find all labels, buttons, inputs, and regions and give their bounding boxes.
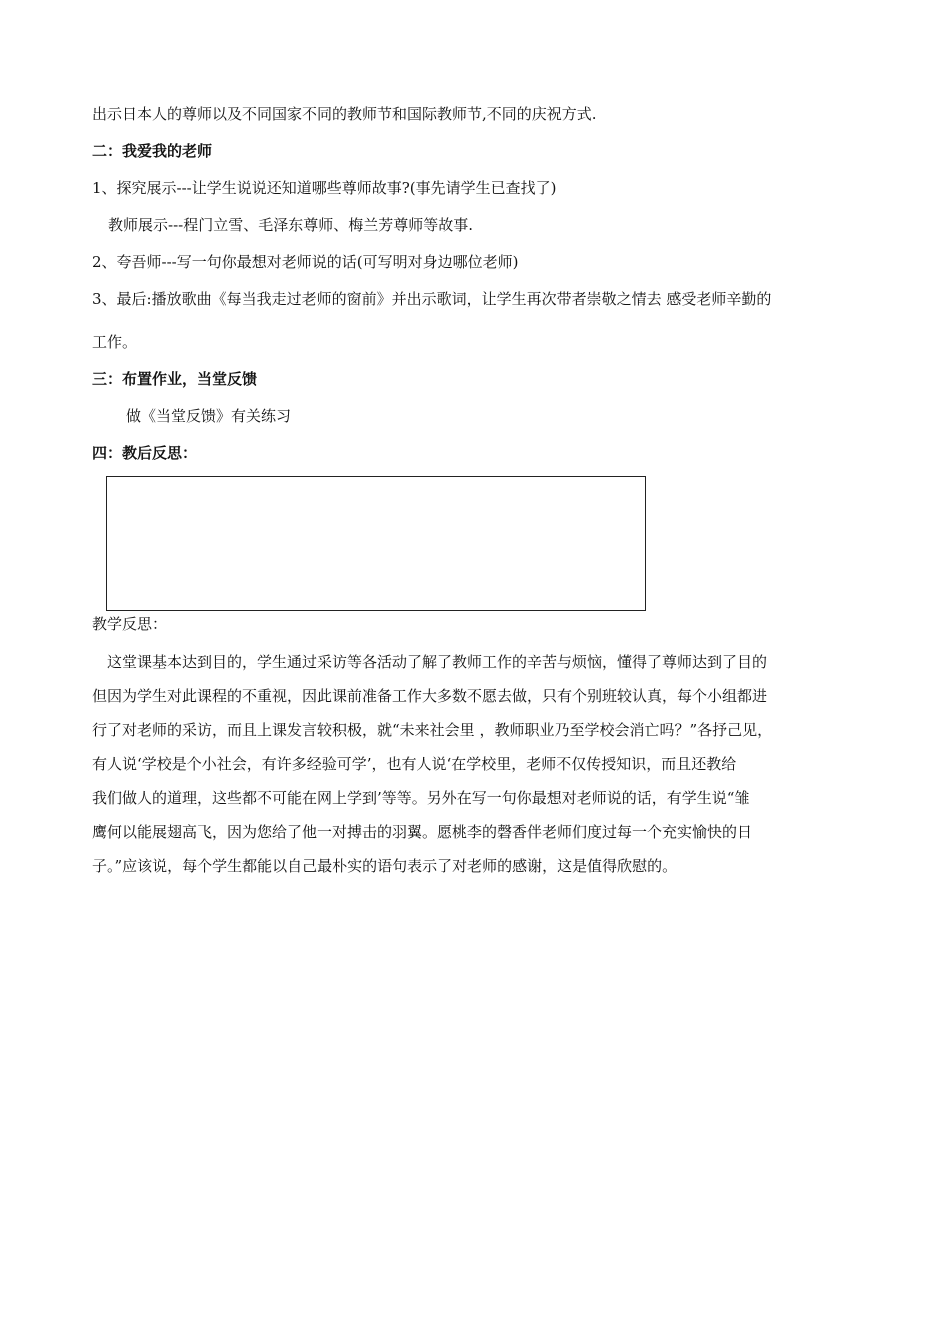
text-line: 教师展示---程门立雪、毛泽东尊师、梅兰芳尊师等故事. <box>108 216 473 234</box>
paragraph-line: 鹰何以能展翅高飞，因为您给了他一对搏击的羽翼。愿桃李的磬香伴老师们度过每一个充实愉快的日 <box>92 823 753 841</box>
paragraph-line: 有人说‘学校是个小社会，有许多经验可学’，也有人说‘在学校里，老师不仅传授知识，而且还教给 <box>92 755 737 773</box>
paragraph-line: 子。”应该说，每个学生都能以自己最朴实的语句表示了对老师的感谢，这是值得欣慰的。 <box>92 857 678 875</box>
text-line: 工作。 <box>92 333 138 351</box>
paragraph-line: 这堂课基本达到目的，学生通过采访等各活动了解了教师工作的辛苦与烦恼，懂得了尊师达到了目的 <box>92 653 768 671</box>
section-heading-2: 二：我爱我的老师 <box>92 142 213 160</box>
paragraph-line: 我们做人的道理，这些都不可能在网上学到’等等。另外在写一句你最想对老师说的话，有学生说“雏 <box>92 789 750 807</box>
text-line: 做《当堂反馈》有关练习 <box>126 407 292 425</box>
text-line: 3、最后:播放歌曲《每当我走过老师的窗前》并出示歌词，让学生再次带者崇敬之情去 感受老师辛勤的 <box>92 290 772 308</box>
reflection-label: 教学反思： <box>92 615 168 633</box>
text-line: 2、夸吾师---写一句你最想对老师说的话(可写明对身边哪位老师) <box>92 253 519 271</box>
reflection-paragraph <box>92 645 862 883</box>
text-line: 出示日本人的尊师以及不同国家不同的教师节和国际教师节,不同的庆祝方式. <box>92 105 597 123</box>
paragraph-line: 但因为学生对此课程的不重视，因此课前准备工作大多数不愿去做，只有个别班较认真，每个小组都进 <box>92 687 768 705</box>
text-line: 1、探究展示---让学生说说还知道哪些尊师故事?(事先请学生已查找了) <box>92 179 557 197</box>
paragraph-line: 行了对老师的采访，而且上课发言较积极，就“未来社会里 ，教师职业乃至学校会消亡吗？”各抒己见， <box>92 721 773 739</box>
reflection-box <box>106 476 646 611</box>
section-heading-4: 四：教后反思： <box>92 444 198 462</box>
section-heading-3: 三：布置作业，当堂反馈 <box>92 370 258 388</box>
